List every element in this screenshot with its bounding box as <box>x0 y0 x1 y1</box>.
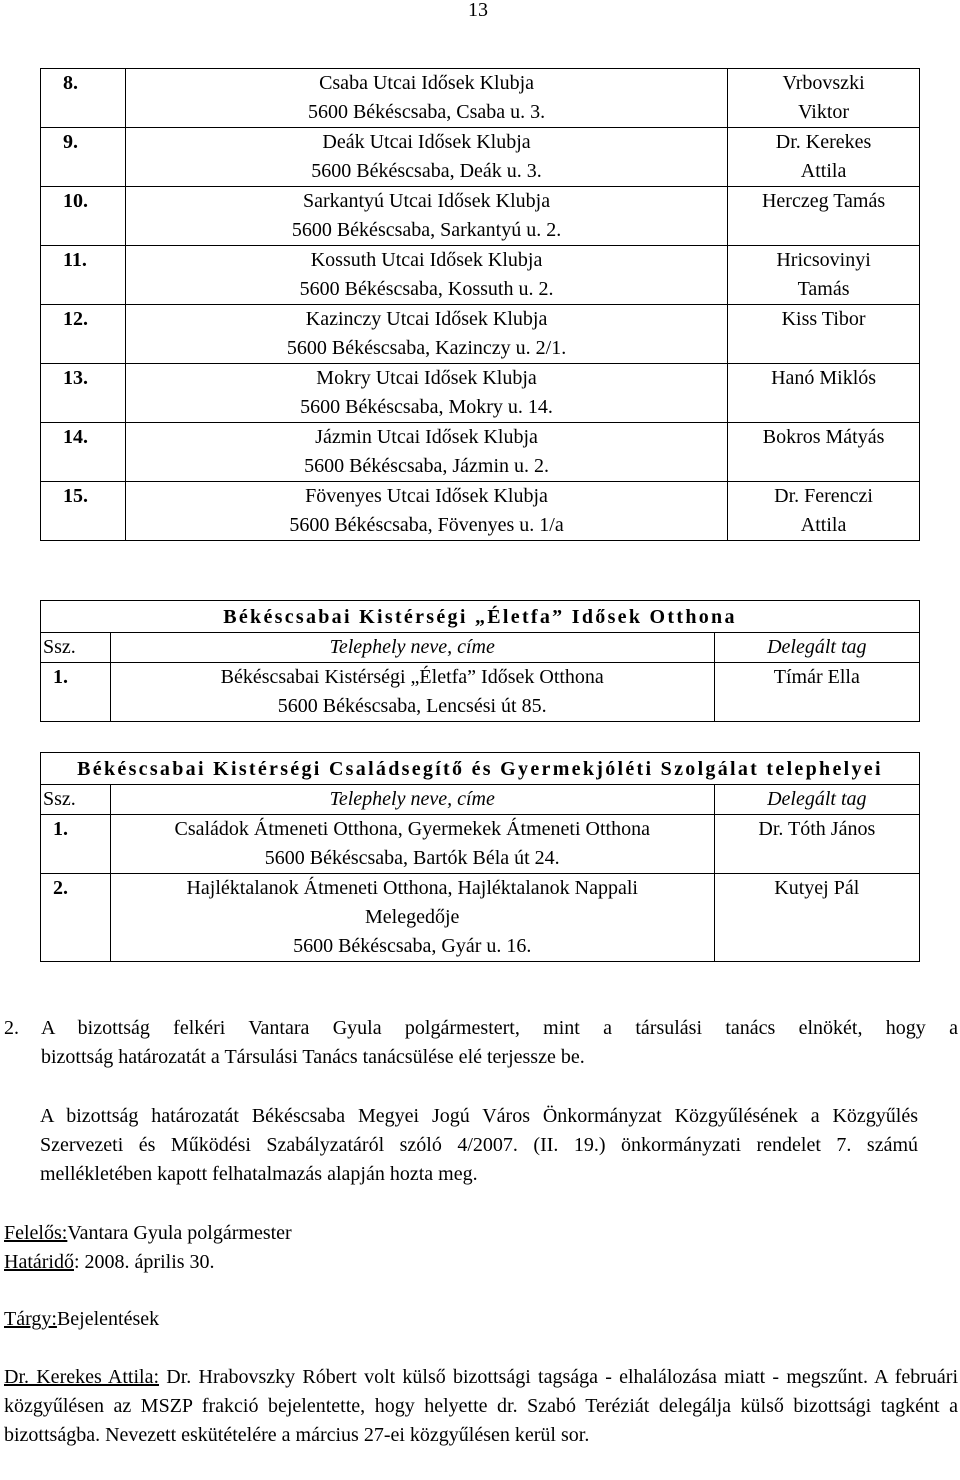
club-address: 5600 Békéscsaba, Sarkantyú u. 2. <box>291 219 562 241</box>
header-number: Ssz. <box>41 633 111 663</box>
paragraph-number: 2. <box>4 1017 19 1039</box>
paragraph-2 <box>4 1014 958 1072</box>
place-name: Hajléktalanok Átmeneti Otthona, Hajléktalanok Nappali <box>186 877 638 899</box>
place-name: Családok Átmeneti Otthona, Gyermekek Átmeneti Otthona <box>174 818 650 840</box>
club-name: Fövenyes Utcai Idősek Klubja <box>305 485 548 507</box>
club-cell <box>125 128 727 187</box>
place-cell <box>110 815 714 874</box>
delegate-name: Bokros Mátyás <box>762 426 885 448</box>
delegate-name: Kutyej Pál <box>714 874 919 962</box>
delegate-cell <box>728 364 920 423</box>
delegate-name: Dr. Tóth János <box>714 815 919 874</box>
row-number: 11. <box>41 246 126 305</box>
section-title: Békéscsabai Kistérségi „Életfa” Idősek Otthona <box>41 601 920 633</box>
club-cell <box>125 187 727 246</box>
club-address: 5600 Békéscsaba, Deák u. 3. <box>311 160 542 182</box>
table-row <box>41 874 920 962</box>
club-cell <box>125 246 727 305</box>
table-row <box>41 423 920 482</box>
delegate-name-cont: Viktor <box>798 101 850 123</box>
responsible-line <box>4 1219 958 1248</box>
table-row <box>41 364 920 423</box>
paragraph-2-text: A bizottság felkéri Vantara Gyula polgármestert, mint a társulási tanács elnökét, hogy a <box>41 1017 958 1039</box>
section-title-row <box>41 601 920 633</box>
header-row <box>41 633 920 663</box>
delegate-name: Kiss Tibor <box>781 308 866 330</box>
club-cell <box>125 364 727 423</box>
speaker-label: Dr. Kerekes Attila: <box>4 1366 160 1388</box>
club-name: Kossuth Utcai Idősek Klubja <box>310 249 543 271</box>
club-name: Mokry Utcai Idősek Klubja <box>316 367 537 389</box>
delegate-cell <box>728 423 920 482</box>
row-number: 10. <box>41 187 126 246</box>
club-name: Deák Utcai Idősek Klubja <box>322 131 531 153</box>
header-place: Telephely neve, címe <box>110 633 714 663</box>
row-number: 8. <box>41 69 126 128</box>
club-address: 5600 Békéscsaba, Csaba u. 3. <box>307 101 546 123</box>
row-number: 1. <box>41 663 111 722</box>
delegate-cell <box>728 246 920 305</box>
club-name: Csaba Utcai Idősek Klubja <box>319 72 535 94</box>
club-name: Sarkantyú Utcai Idősek Klubja <box>302 190 551 212</box>
delegate-name: Vrbovszki <box>782 72 865 94</box>
club-cell <box>125 69 727 128</box>
header-number: Ssz. <box>41 785 111 815</box>
club-name: Kazinczy Utcai Idősek Klubja <box>305 308 548 330</box>
club-address: 5600 Békéscsaba, Mokry u. 14. <box>300 396 553 418</box>
family-service-table <box>40 752 920 962</box>
table-row <box>41 815 920 874</box>
subject-value: Bejelentések <box>56 1308 160 1330</box>
delegate-name-cont: Attila <box>800 160 847 182</box>
row-number: 2. <box>41 874 111 962</box>
section-title: Békéscsabai Kistérségi Családsegítő és Gyermekjóléti Szolgálat telephelyei <box>41 753 920 785</box>
club-address: 5600 Békéscsaba, Kazinczy u. 2/1. <box>286 337 567 359</box>
club-cell <box>125 423 727 482</box>
delegate-cell <box>728 482 920 541</box>
club-address: 5600 Békéscsaba, Jázmin u. 2. <box>304 455 550 477</box>
table-row <box>41 69 920 128</box>
delegate-name-cont: Attila <box>800 514 847 536</box>
row-number: 14. <box>41 423 126 482</box>
row-number: 15. <box>41 482 126 541</box>
row-number: 12. <box>41 305 126 364</box>
subject-label: Tárgy: <box>4 1308 57 1330</box>
table-row <box>41 187 920 246</box>
header-delegate: Delegált tag <box>714 785 919 815</box>
delegate-name: Herczeg Tamás <box>761 190 886 212</box>
header-row <box>41 785 920 815</box>
elderly-home-table <box>40 600 920 722</box>
place-name: Békéscsabai Kistérségi „Életfa” Idősek Otthona <box>220 666 604 688</box>
table-row <box>41 128 920 187</box>
responsible-label: Felelős: <box>4 1222 68 1244</box>
row-number: 1. <box>41 815 111 874</box>
club-address: 5600 Békéscsaba, Kossuth u. 2. <box>299 278 554 300</box>
place-address: 5600 Békéscsaba, Gyár u. 16. <box>293 935 532 957</box>
club-cell <box>125 305 727 364</box>
place-name-cont: Melegedője <box>365 906 460 928</box>
row-number: 13. <box>41 364 126 423</box>
deadline-value: : 2008. április 30. <box>73 1251 215 1273</box>
final-text: Dr. Hrabovszky Róbert volt külső bizottsági tagsága - elhalálozása miatt - megszűnt. A februári közgyűlésen az MSZP frakció bejelentette, hogy helyette dr. Szabó Teréziát delegálja külső bizottsági tagként a bizottságba. Nevezett eskütételére a március 27-ei közgyűlésen kerül sor. <box>4 1366 958 1446</box>
table-row <box>41 246 920 305</box>
deadline-line <box>4 1248 958 1277</box>
responsible-value: Vantara Gyula polgármester <box>67 1222 292 1244</box>
section-title-row <box>41 753 920 785</box>
delegate-cell <box>728 187 920 246</box>
subject-line <box>4 1305 958 1334</box>
delegate-name: Hanó Miklós <box>771 367 877 389</box>
club-cell <box>125 482 727 541</box>
delegate-cell <box>728 305 920 364</box>
row-number: 9. <box>41 128 126 187</box>
final-paragraph <box>4 1363 958 1450</box>
paragraph-3: A bizottság határozatát Békéscsaba Megyei Jogú Város Önkormányzat Közgyűlésének a Közgyűlés Szervezeti és Működési Szabályzatáról szóló 4/2007. (II. 19.) önkormányzati rendelet 7. számú mellékletében kapott felhatalmazás alapján hozta meg. <box>40 1105 918 1185</box>
delegate-cell <box>728 128 920 187</box>
place-cell <box>110 663 714 722</box>
page-number: 13 <box>468 0 488 21</box>
delegate-name: Tímár Ella <box>714 663 919 722</box>
paragraph-2-line1 <box>4 1014 958 1043</box>
place-address: 5600 Békéscsaba, Lencsési út 85. <box>277 695 547 717</box>
place-cell <box>110 874 714 962</box>
header-delegate: Delegált tag <box>714 633 919 663</box>
table-row <box>41 305 920 364</box>
deadline-label: Határidő <box>4 1251 74 1273</box>
paragraph-2-line2: bizottság határozatát a Társulási Tanács tanácsülése elé terjessze be. <box>41 1046 585 1068</box>
delegate-name-cont: Tamás <box>797 278 850 300</box>
delegate-name: Hricsovinyi <box>776 249 871 271</box>
club-address: 5600 Békéscsaba, Fövenyes u. 1/a <box>289 514 564 536</box>
club-name: Jázmin Utcai Idősek Klubja <box>315 426 538 448</box>
table-row <box>41 482 920 541</box>
table-row <box>41 663 920 722</box>
header-place: Telephely neve, címe <box>110 785 714 815</box>
delegate-name: Dr. Ferenczi <box>774 485 873 507</box>
clubs-table <box>40 68 920 541</box>
delegate-name: Dr. Kerekes <box>775 131 872 153</box>
delegate-cell <box>728 69 920 128</box>
place-address: 5600 Békéscsaba, Bartók Béla út 24. <box>264 847 560 869</box>
